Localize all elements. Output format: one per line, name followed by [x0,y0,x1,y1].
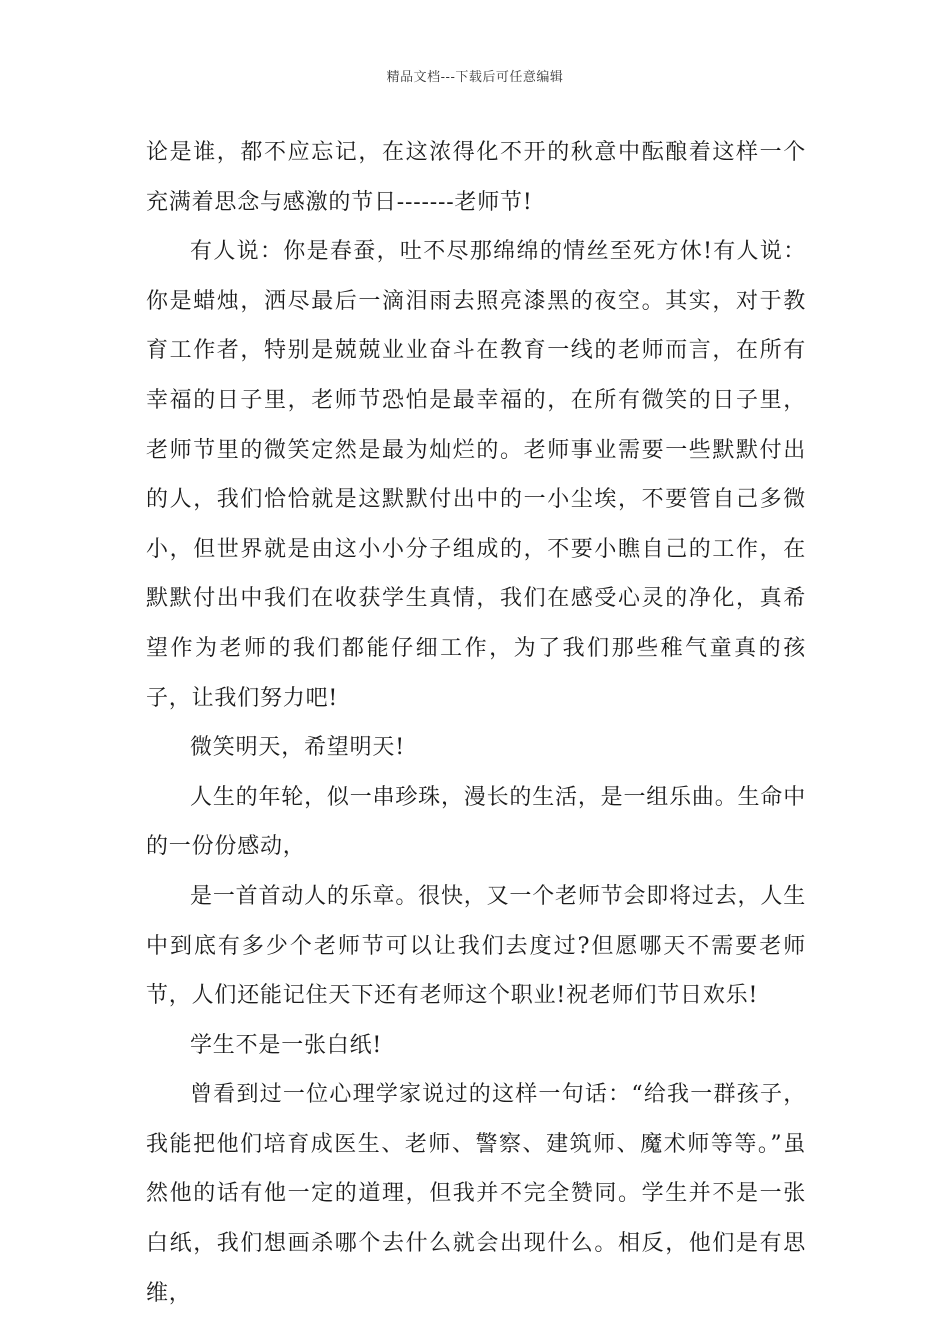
paragraph-5: 是一首首动人的乐章。很快，又一个老师节会即将过去，人生中到底有多少个老师节可以让我们去度过?但愿哪天不需要老师节，人们还能记住天下还有老师这个职业!祝老师们节日欢乐! [146,883,806,1009]
paragraph-4: 人生的年轮，似一串珍珠，漫长的生活，是一组乐曲。生命中的一份份感动， [146,784,806,860]
paragraph-2: 有人说：你是春蚕，吐不尽那绵绵的情丝至死方休!有人说：你是蜡烛，洒尽最后一滴泪雨去照亮漆黑的夜空。其实，对于教育工作者，特别是兢兢业业奋斗在教育一线的老师而言，在所有幸福的日子里，老师节恐怕是最幸福的，在所有微笑的日子里，老师节里的微笑定然是最为灿烂的。老师事业需要一些默默付出的人，我们恰恰就是这默默付出中的一小尘埃，不要管自己多微小，但世界就是由这小小分子组成的，不要小瞧自己的工作，在默默付出中我们在收获学生真情，我们在感受心灵的净化，真希望作为老师的我们都能仔细工作，为了我们那些稚气童真的孩子，让我们努力吧! [146,239,806,711]
page-header: 精品文档---下载后可任意编辑 [386,70,564,85]
paragraph-3: 微笑明天，希望明天! [190,735,405,761]
paragraph-7: 曾看到过一位心理学家说过的这样一句话：“给我一群孩子，我能把他们培育成医生、老师、警察、建筑师、魔术师等等。”虽然他的话有他一定的道理，但我并不完全赞同。学生并不是一张白纸，我们想画杀哪个去什么就会出现什么。相反，他们是有思维， [146,1082,806,1306]
paragraph-6: 学生不是一张白纸! [190,1032,383,1058]
document-body [146,128,806,1318]
paragraph-1: 论是谁，都不应忘记，在这浓得化不开的秋意中酝酿着这样一个充满着思念与感激的节日-------老师节! [146,140,806,215]
